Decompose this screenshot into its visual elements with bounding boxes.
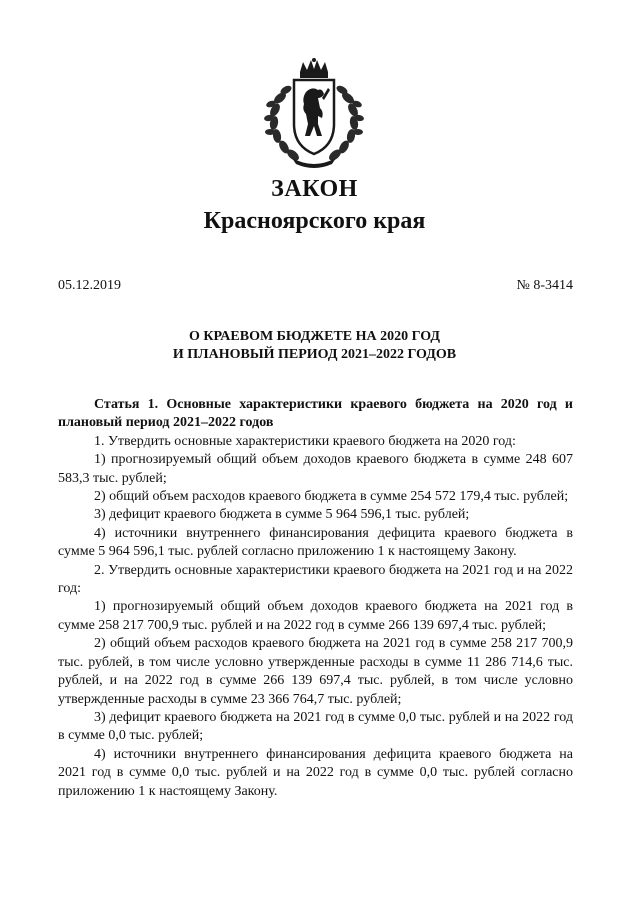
law-number: № 8-3414 bbox=[516, 278, 573, 293]
law-body bbox=[58, 396, 573, 801]
law-subtitle: Красноярского края bbox=[203, 208, 426, 234]
law-title: ЗАКОН bbox=[271, 176, 358, 202]
krasnoyarsk-coat-of-arms-icon bbox=[262, 58, 366, 170]
paragraph: 1) прогнозируемый общий объем доходов краевого бюджета на 2021 год в сумме 258 217 700,9 тыс. рублей и на 2022 год в сумме 266 139 697,4 тыс. рублей; bbox=[58, 599, 573, 633]
paragraph: 4) источники внутреннего финансирования дефицита краевого бюджета на 2021 год в сумме 0,0 тыс. рублей и на 2022 год в сумме 0,0 тыс. рублей согласно приложению 1 к настоящему Закону. bbox=[58, 746, 573, 799]
paragraph: 4) источники внутреннего финансирования дефицита краевого бюджета в сумме 5 964 596,1 тыс. рублей согласно приложению 1 к настоящему Закону. bbox=[58, 525, 573, 560]
paragraph: 1. Утвердить основные характеристики краевого бюджета на 2020 год: bbox=[94, 433, 516, 449]
paragraph: 2. Утвердить основные характеристики краевого бюджета на 2021 год и на 2022 год: bbox=[58, 562, 573, 597]
law-heading-line-1: О КРАЕВОМ БЮДЖЕТЕ НА 2020 ГОД bbox=[188, 329, 441, 344]
paragraph: 1) прогнозируемый общий объем доходов краевого бюджета в сумме 248 607 583,3 тыс. рублей; bbox=[58, 452, 573, 486]
law-heading-line-2: И ПЛАНОВЫЙ ПЕРИОД 2021–2022 ГОДОВ bbox=[172, 347, 457, 362]
article-title: Статья 1. Основные характеристики краевого бюджета на 2020 год и плановый период 2021–2022 годов bbox=[58, 397, 573, 431]
paragraph: 3) дефицит краевого бюджета в сумме 5 964 596,1 тыс. рублей; bbox=[94, 507, 470, 523]
paragraph: 2) общий объем расходов краевого бюджета на 2021 год в сумме 258 217 700,9 тыс. рублей, в том числе условно утвержденные расходы в сумме 11 286 714,6 тыс. рублей, и на 2022 год в сумме 266 139 697,4 тыс. рублей, в том числе условно утвержденные расходы в сумме 23 366 764,7 тыс. рублей; bbox=[58, 636, 573, 707]
paragraph: 3) дефицит краевого бюджета на 2021 год в сумме 0,0 тыс. рублей и на 2022 год в сумме 0,0 тыс. рублей; bbox=[58, 709, 573, 744]
paragraph: 2) общий объем расходов краевого бюджета в сумме 254 572 179,4 тыс. рублей; bbox=[94, 489, 569, 505]
law-date: 05.12.2019 bbox=[58, 278, 121, 293]
